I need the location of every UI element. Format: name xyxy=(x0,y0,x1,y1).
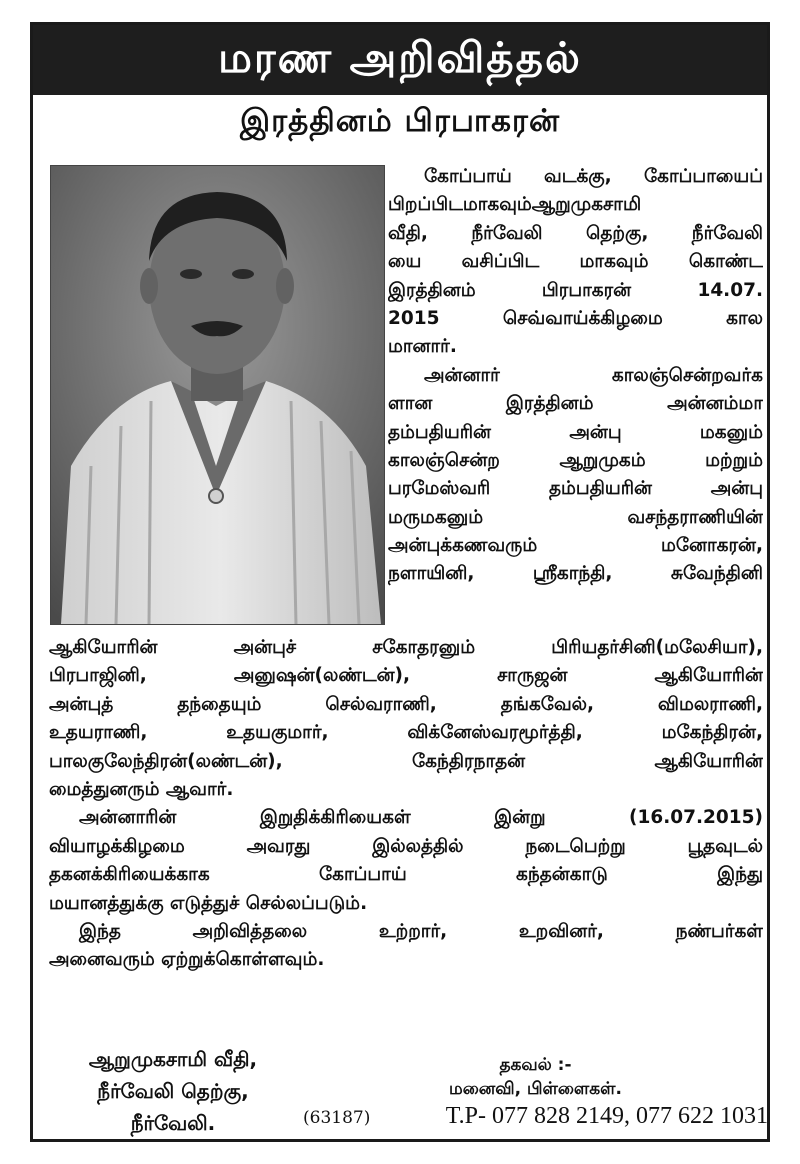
portrait-photo-icon xyxy=(51,166,384,624)
info-label: தகவல் :- xyxy=(499,1055,572,1075)
body-line: அன்புத் தந்தையும் செல்வராணி, தங்கவேல், விமலராணி, xyxy=(49,693,763,715)
body-line: காலஞ்சென்ற ஆறுமுகம் மற்றும் xyxy=(388,449,763,471)
body-line: பிரபாஜினி, அனுஷன்(லண்டன்), சாருஜன் ஆகியோரின் xyxy=(49,665,763,687)
body-line: உதயராணி, உதயகுமார், விக்னேஸ்வரமூர்த்தி, மகேந்திரன், xyxy=(49,722,763,744)
address-line: ஆறுமுகசாமி வீதி, xyxy=(88,1047,258,1071)
body-line: மைத்துனரும் ஆவார். xyxy=(49,778,234,800)
footer-address xyxy=(55,1043,291,1139)
address-line: நீர்வேலி தெற்கு, xyxy=(97,1079,249,1103)
body-line: வியாழக்கிழமை அவரது இல்லத்தில் நடைபெற்று பூதவுடல் xyxy=(49,835,763,857)
full-text-column xyxy=(49,634,763,975)
title-banner xyxy=(33,25,767,95)
body-line: அன்னாரின் இறுதிக்கிரியைகள் இன்று (16.07.2015) xyxy=(79,807,763,829)
body-line: இந்த அறிவித்தலை உற்றார், உறவினர், நண்பர்கள் xyxy=(79,920,763,942)
body-line: மயானத்துக்கு எடுத்துச் செல்லப்படும். xyxy=(49,892,368,914)
reference-number: (63187) xyxy=(303,1108,371,1128)
notice-frame xyxy=(30,22,770,1142)
body-line: தம்பதியரின் அன்பு மகனும் xyxy=(388,421,763,443)
body-line: நளாயினி, ஸ்ரீகாந்தி, சுவேந்தினி xyxy=(388,563,763,585)
footer-contact xyxy=(303,1053,768,1130)
body-line: மருமகனும் வசந்தராணியின் xyxy=(388,506,763,528)
body-line: இரத்தினம் பிரபாகரன் 14.07. xyxy=(388,279,763,301)
contact-row xyxy=(303,1103,768,1130)
body-line: ஆகியோரின் அன்புச் சகோதரனும் பிரியதர்சினி(மலேசியா), xyxy=(49,637,763,658)
notice-title: மரண அறிவித்தல் xyxy=(218,32,582,82)
body-line: பரமேஸ்வரி தம்பதியரின் அன்பு xyxy=(388,478,763,500)
body-line: தகனக்கிரியைக்காக கோப்பாய் கந்தன்காடு இந்து xyxy=(49,864,763,886)
body-line: கோப்பாய் வடக்கு, கோப்பாயைப் xyxy=(424,166,763,187)
body-line: அன்புக்கணவரும் மனோகரன், xyxy=(388,535,763,557)
body-line: வீதி, நீர்வேலி தெற்கு, நீர்வேலி xyxy=(388,222,763,244)
deceased-name: இரத்தினம் பிரபாகரன் xyxy=(239,103,561,139)
body-line: பாலகுலேந்திரன்(லண்டன்), கேந்திரநாதன் ஆகியோரின் xyxy=(49,750,763,772)
body-line: ளான இரத்தினம் அன்னம்மா xyxy=(388,393,763,415)
body-line: பிறப்பிடமாகவும்ஆறுமுகசாமி xyxy=(388,194,642,216)
body-line: மானார். xyxy=(388,336,457,358)
address-line: நீர்வேலி. xyxy=(130,1111,216,1135)
body-line: அனைவரும் ஏற்றுக்கொள்ளவும். xyxy=(49,949,325,971)
phone-numbers: T.P- 077 828 2149, 077 622 1031 xyxy=(445,1103,768,1129)
side-text-column xyxy=(388,163,763,589)
body-line: யை வசிப்பிட மாகவும் கொண்ட xyxy=(388,251,763,273)
body-line: 2015 செவ்வாய்க்கிழமை கால xyxy=(388,307,763,329)
portrait-photo xyxy=(50,165,385,625)
body-line: அன்னார் காலஞ்சென்றவர்க xyxy=(424,364,763,386)
info-from: மனைவி, பிள்ளைகள். xyxy=(449,1079,622,1099)
